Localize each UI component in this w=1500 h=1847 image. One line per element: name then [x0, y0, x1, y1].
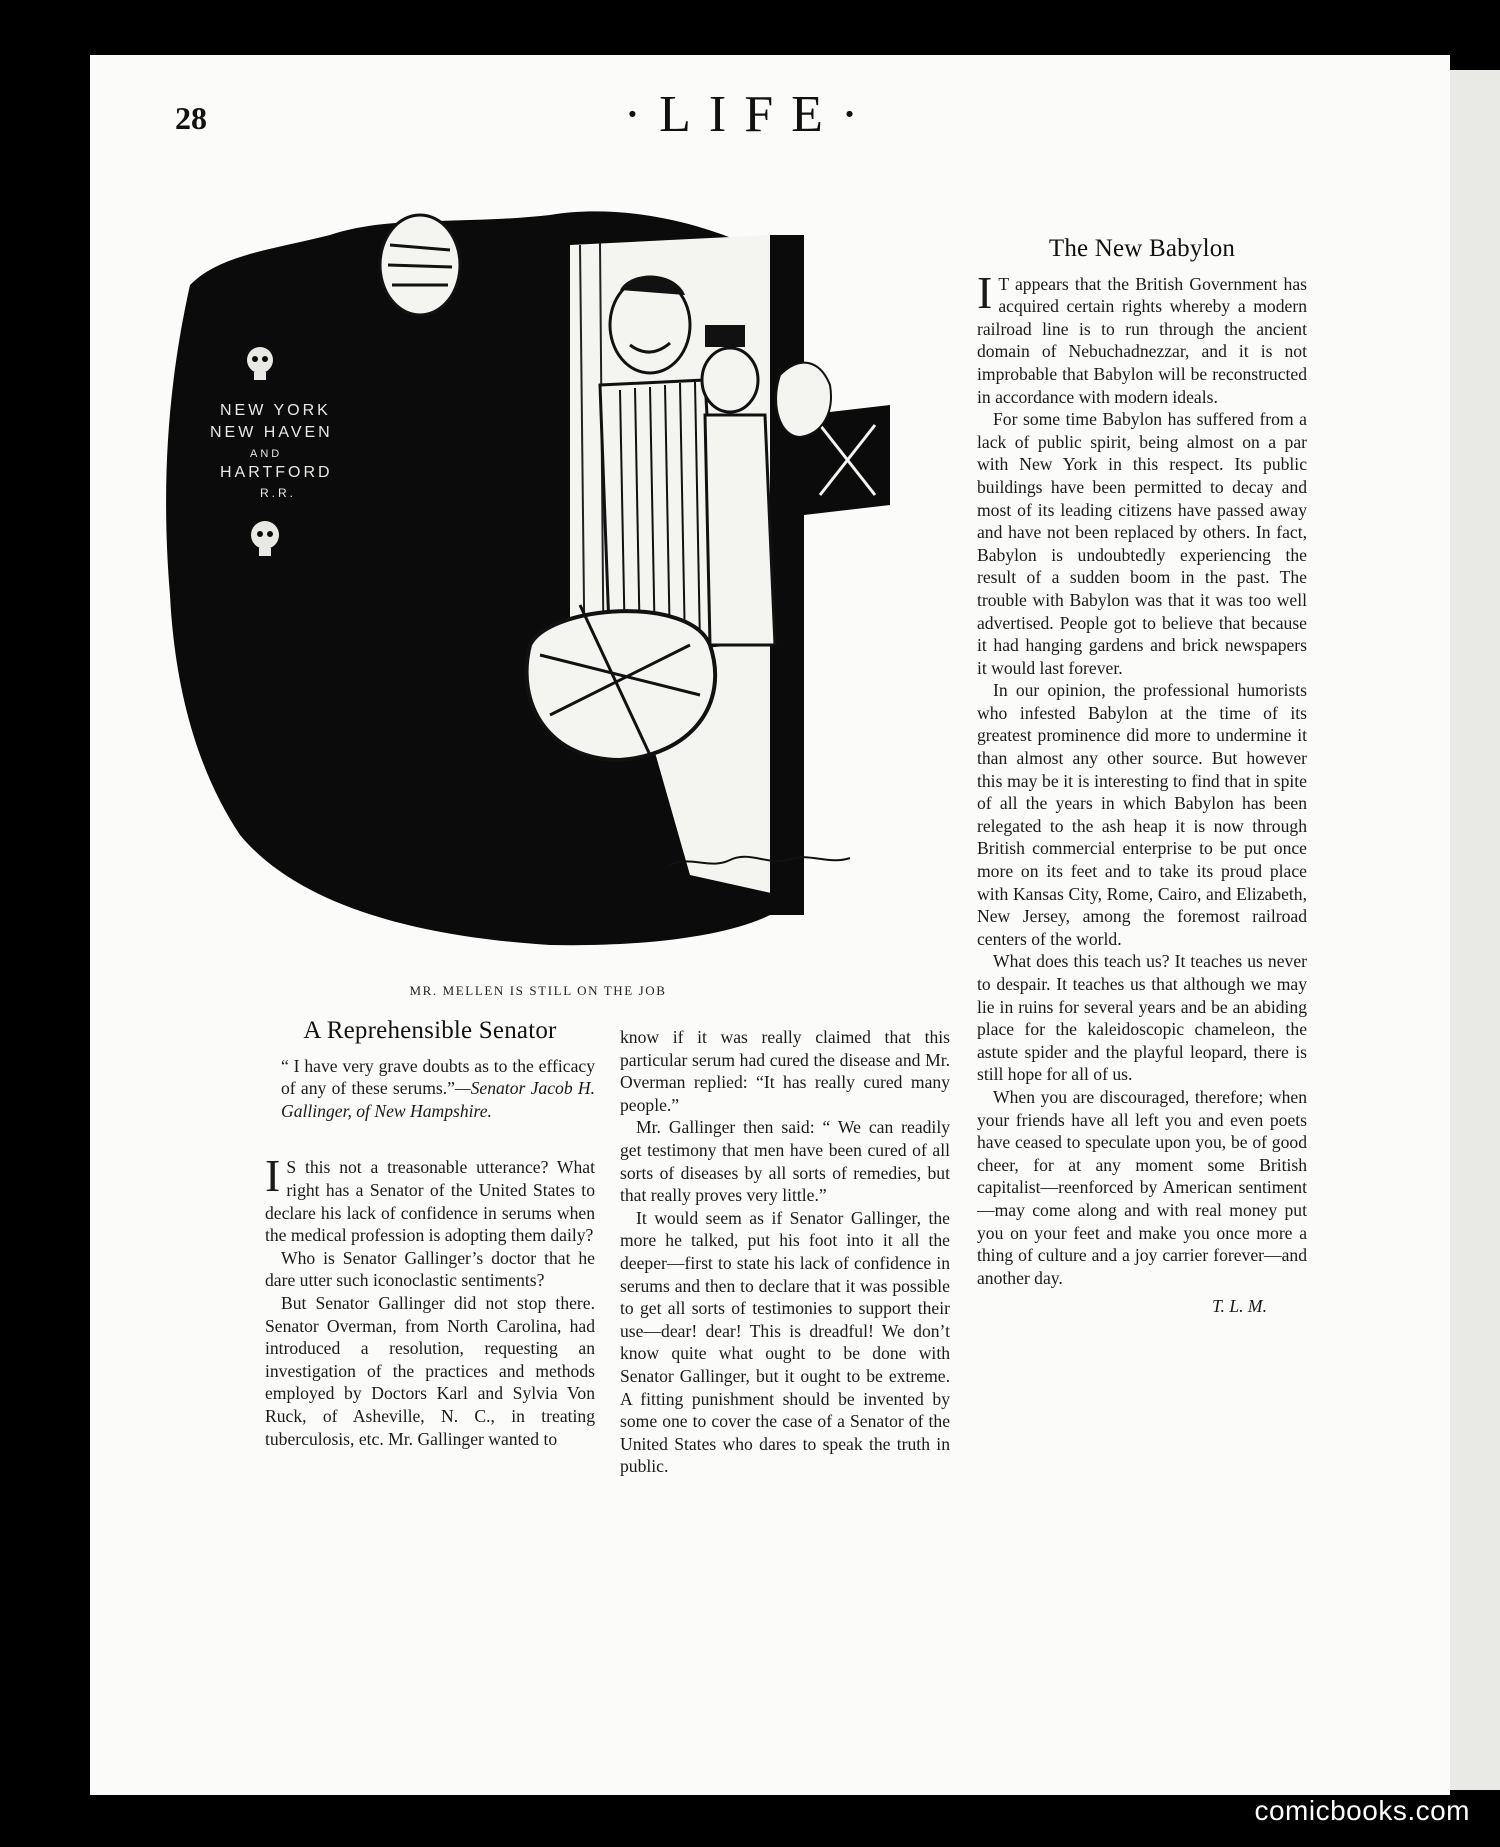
column-senator-1: [265, 1017, 595, 1450]
masthead: ·LIFE·: [623, 86, 877, 143]
quote-attribution: —Senator Jacob H. Gallinger, of New Hampshire.: [281, 1078, 595, 1121]
pull-quote: [265, 1055, 595, 1123]
article-paragraph: know if it was really claimed that this particular serum had cured the disease and Mr. Overman replied: “It has really cured many people.”: [620, 1027, 950, 1115]
article-paragraph: Who is Senator Gallinger’s doctor that he dare utter such iconoclastic sentiments?: [265, 1247, 595, 1291]
drop-cap: I: [265, 1150, 281, 1202]
page-number: 28: [175, 100, 207, 136]
article-paragraph: In our opinion, the professional humorists who infested Babylon at the time of its greatest prominence did more to undermine it than almost any other source. But however this may be it is interesting to find that in spite of all the years in which Babylon has been relegated to the ash heap it is now through British commercial enterprise to be put once more on its feet and to take its proud place with Kansas City, Rome, Cairo, and Elizabeth, New Jersey, among the foremost railroad centers of the world.: [977, 680, 1307, 949]
article-paragraph: But Senator Gallinger did not stop there. Senator Overman, from North Carolina, had introduced a resolution, requesting an investigation of the practices and methods employed by Doctors Karl and Sylvia Von Ruck, of Asheville, N. C., in treating tuberculosis, etc. Mr. Gallinger wanted to: [265, 1292, 595, 1449]
article-paragraph: Mr. Gallinger then said: “ We can readily get testimony that men have been cured of all sorts of diseases by all sorts of remedies, but that really proves very little.”: [620, 1117, 950, 1206]
site-watermark: comicbooks.com: [1254, 1795, 1470, 1826]
article-paragraph: I T appears that the British Government has acquired certain rights whereby a modern railroad line is to run through the ancient domain of Nebuchadnezzar, and it is not improbable that Babylon will be reconstructed in accordance with modern ideals.: [977, 266, 1307, 407]
column-babylon: [977, 235, 1307, 1318]
illustration-caption: MR. MELLEN IS STILL ON THE JOB: [409, 983, 667, 998]
article-paragraph: For some time Babylon has suffered from a lack of public spirit, being almost on a par with New York in this respect. Its public buildings have been permitted to decay and most of its leading citizens have passed away and have not been replaced by others. In fact, Babylon is undoubtedly experiencing the result of a sudden boom in the past. The trouble with Babylon was that it was too well advertised. People got to believe that because it had hanging gardens and brick newspapers it would last forever.: [977, 409, 1307, 678]
author-signature: T. L. M.: [1212, 1296, 1267, 1317]
article-title: A Reprehensible Senator: [303, 1017, 557, 1044]
cartoon-illustration: [130, 175, 950, 955]
door-text-line: HARTFORD: [220, 464, 333, 481]
door-text-line: AND: [250, 448, 283, 460]
adjacent-page-edge: [1448, 70, 1500, 1790]
column-senator-2: [620, 1026, 950, 1478]
quote-text: “ I have very grave doubts as to the efficacy of any of these serums.”: [281, 1055, 595, 1099]
door-text-line: NEW YORK: [220, 402, 331, 419]
drop-cap: I: [977, 266, 993, 318]
article-paragraph: I S this not a treasonable utterance? What right has a Senator of the United States to declare his lack of confidence in serums when the medical profession is adopting them daily?: [265, 1150, 595, 1246]
article-paragraph: What does this teach us? It teaches us never to despair. It teaches us that although we may lie in ruins for several years and be an abiding place for the kaleidoscopic chameleon, the astute spider and the playful leopard, there is still hope for all of us.: [977, 951, 1307, 1085]
door-text-line: R.R.: [260, 486, 296, 500]
article-paragraph: When you are discouraged, therefore; when your friends have all left you and even poets have ceased to speculate upon you, be of good cheer, for at any moment some British capitalist—reenforced by American sentiment—may come along and with real money put you on your feet and make you once more a thing of culture and a joy carrier forever—and another day.: [977, 1086, 1307, 1288]
article-paragraph: It would seem as if Senator Gallinger, the more he talked, put his foot into it all the deeper—first to state his lack of confidence in serums and then to declare that it was possible to get all sorts of testimonies to support their use—dear! dear! This is dreadful! We don’t know quite what ought to be done with Senator Gallinger, but it ought to be extreme. A fitting punishment should be invented by some one to cover the case of a Senator of the United States who dares to speak the truth in public.: [620, 1207, 950, 1477]
door-text-line: NEW HAVEN: [210, 424, 333, 441]
article-title: The New Babylon: [1048, 235, 1236, 262]
